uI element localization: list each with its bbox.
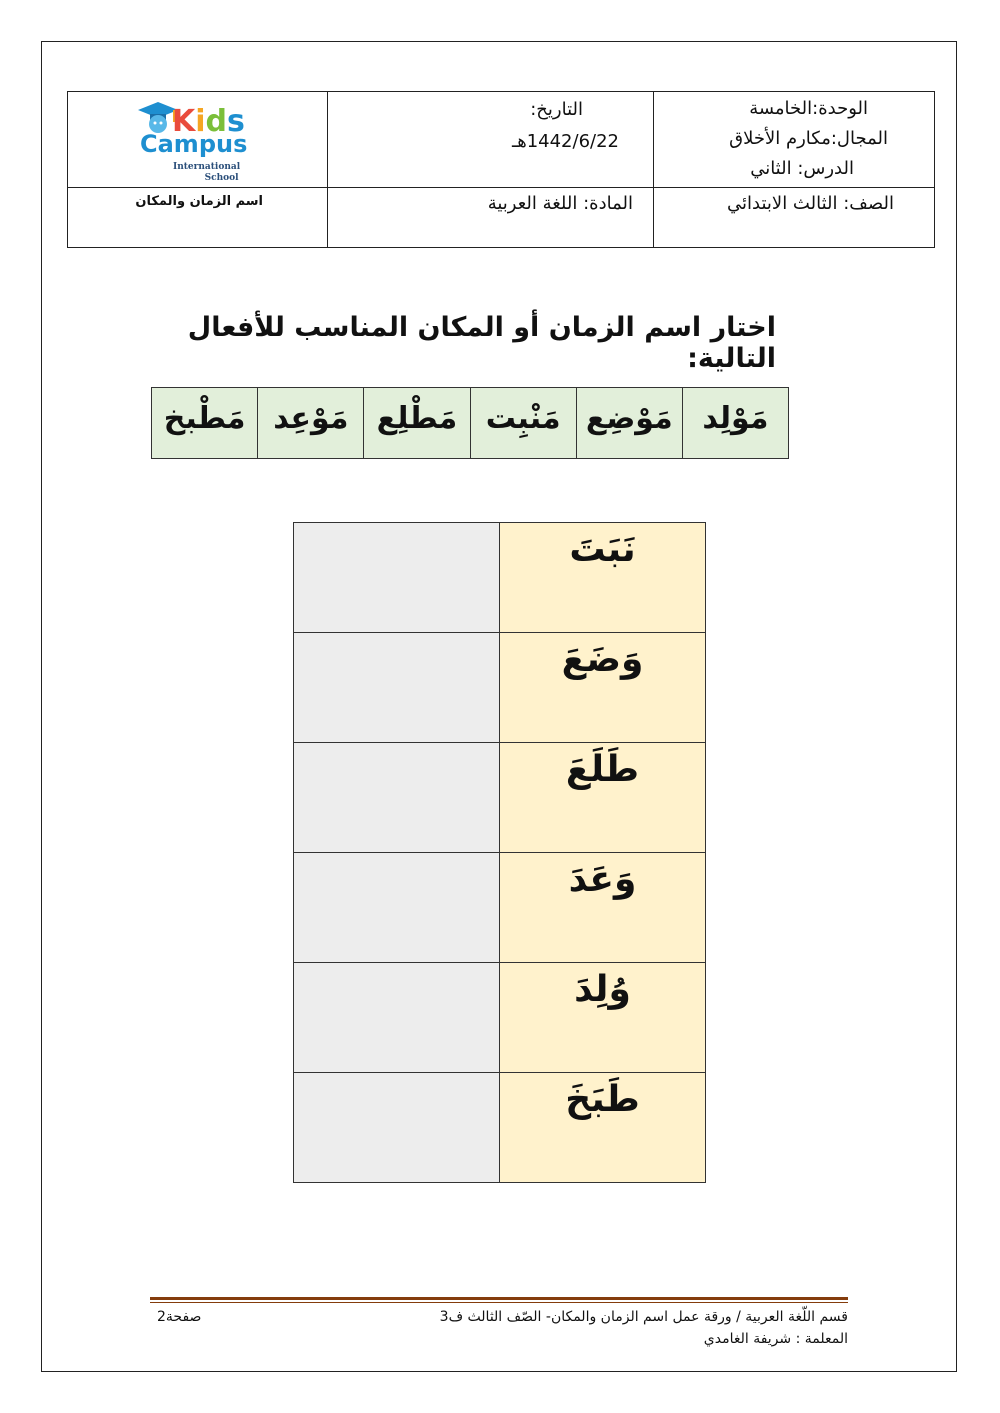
logo-school-text bbox=[173, 162, 240, 184]
unit-label: الوحدة:الخامسة bbox=[749, 98, 868, 119]
word-bank-item: مَوْلِد bbox=[682, 388, 788, 459]
topic-label: اسم الزمان والمكان bbox=[135, 194, 263, 209]
verbs-table bbox=[293, 522, 706, 1183]
verb-row bbox=[294, 963, 706, 1073]
header-topic-cell bbox=[68, 188, 328, 248]
answer-cell[interactable] bbox=[294, 523, 500, 633]
verb-row bbox=[294, 523, 706, 633]
answer-cell[interactable] bbox=[294, 1073, 500, 1183]
date-label: التاريخ: bbox=[530, 99, 583, 120]
answer-cell[interactable] bbox=[294, 743, 500, 853]
verb-cell: طَلَعَ bbox=[500, 743, 706, 853]
grade-label: الصف: الثالث الابتدائي bbox=[727, 193, 894, 214]
verb-cell: وُلِدَ bbox=[500, 963, 706, 1073]
answer-cell[interactable] bbox=[294, 853, 500, 963]
header-table bbox=[67, 91, 935, 248]
header-logo-cell bbox=[68, 92, 328, 188]
word-bank-item: مَنْبِت bbox=[470, 388, 576, 459]
word-bank-item: مَطْلِع bbox=[364, 388, 470, 459]
answer-cell[interactable] bbox=[294, 633, 500, 743]
verb-cell: نَبَتَ bbox=[500, 523, 706, 633]
answer-cell[interactable] bbox=[294, 963, 500, 1073]
verb-row bbox=[294, 1073, 706, 1183]
domain-label: المجال:مكارم الأخلاق bbox=[729, 128, 888, 149]
verb-row bbox=[294, 853, 706, 963]
footer-teacher: المعلمة : شريفة الغامدي bbox=[703, 1331, 848, 1347]
verb-cell: طَبَخَ bbox=[500, 1073, 706, 1183]
page-number: صفحة2 bbox=[157, 1309, 202, 1325]
logo-campus-text: Campus bbox=[140, 130, 248, 158]
verb-row bbox=[294, 743, 706, 853]
word-bank-item: مَوْعِد bbox=[258, 388, 364, 459]
word-bank-item: مَطْبخ bbox=[152, 388, 258, 459]
instruction-heading: اختار اسم الزمان أو المكان المناسب للأفعال التالية: bbox=[187, 312, 776, 374]
verb-row bbox=[294, 633, 706, 743]
header-grade-cell bbox=[654, 188, 935, 248]
verb-cell: وَعَدَ bbox=[500, 853, 706, 963]
logo-international: International bbox=[173, 162, 241, 172]
lesson-label: الدرس: الثاني bbox=[750, 158, 854, 179]
footer-divider bbox=[150, 1297, 848, 1300]
logo-school: School bbox=[204, 173, 239, 183]
subject-label: المادة: اللغة العربية bbox=[487, 193, 633, 214]
logo-kids-word: Kids bbox=[172, 104, 245, 139]
word-bank-table bbox=[151, 387, 789, 459]
footer-department: قسم اللّغة العربية / ورقة عمل اسم الزمان والمكان- الصّف الثالث ف3 bbox=[439, 1309, 848, 1325]
word-bank-item: مَوْضِع bbox=[576, 388, 682, 459]
date-value: 1442/6/22هـ bbox=[511, 131, 619, 152]
verb-cell: وَضَعَ bbox=[500, 633, 706, 743]
header-date-cell bbox=[328, 92, 654, 188]
footer-divider-thin bbox=[150, 1302, 848, 1303]
header-subject-cell bbox=[328, 188, 654, 248]
header-unit-cell bbox=[654, 92, 935, 188]
school-logo bbox=[68, 92, 327, 187]
